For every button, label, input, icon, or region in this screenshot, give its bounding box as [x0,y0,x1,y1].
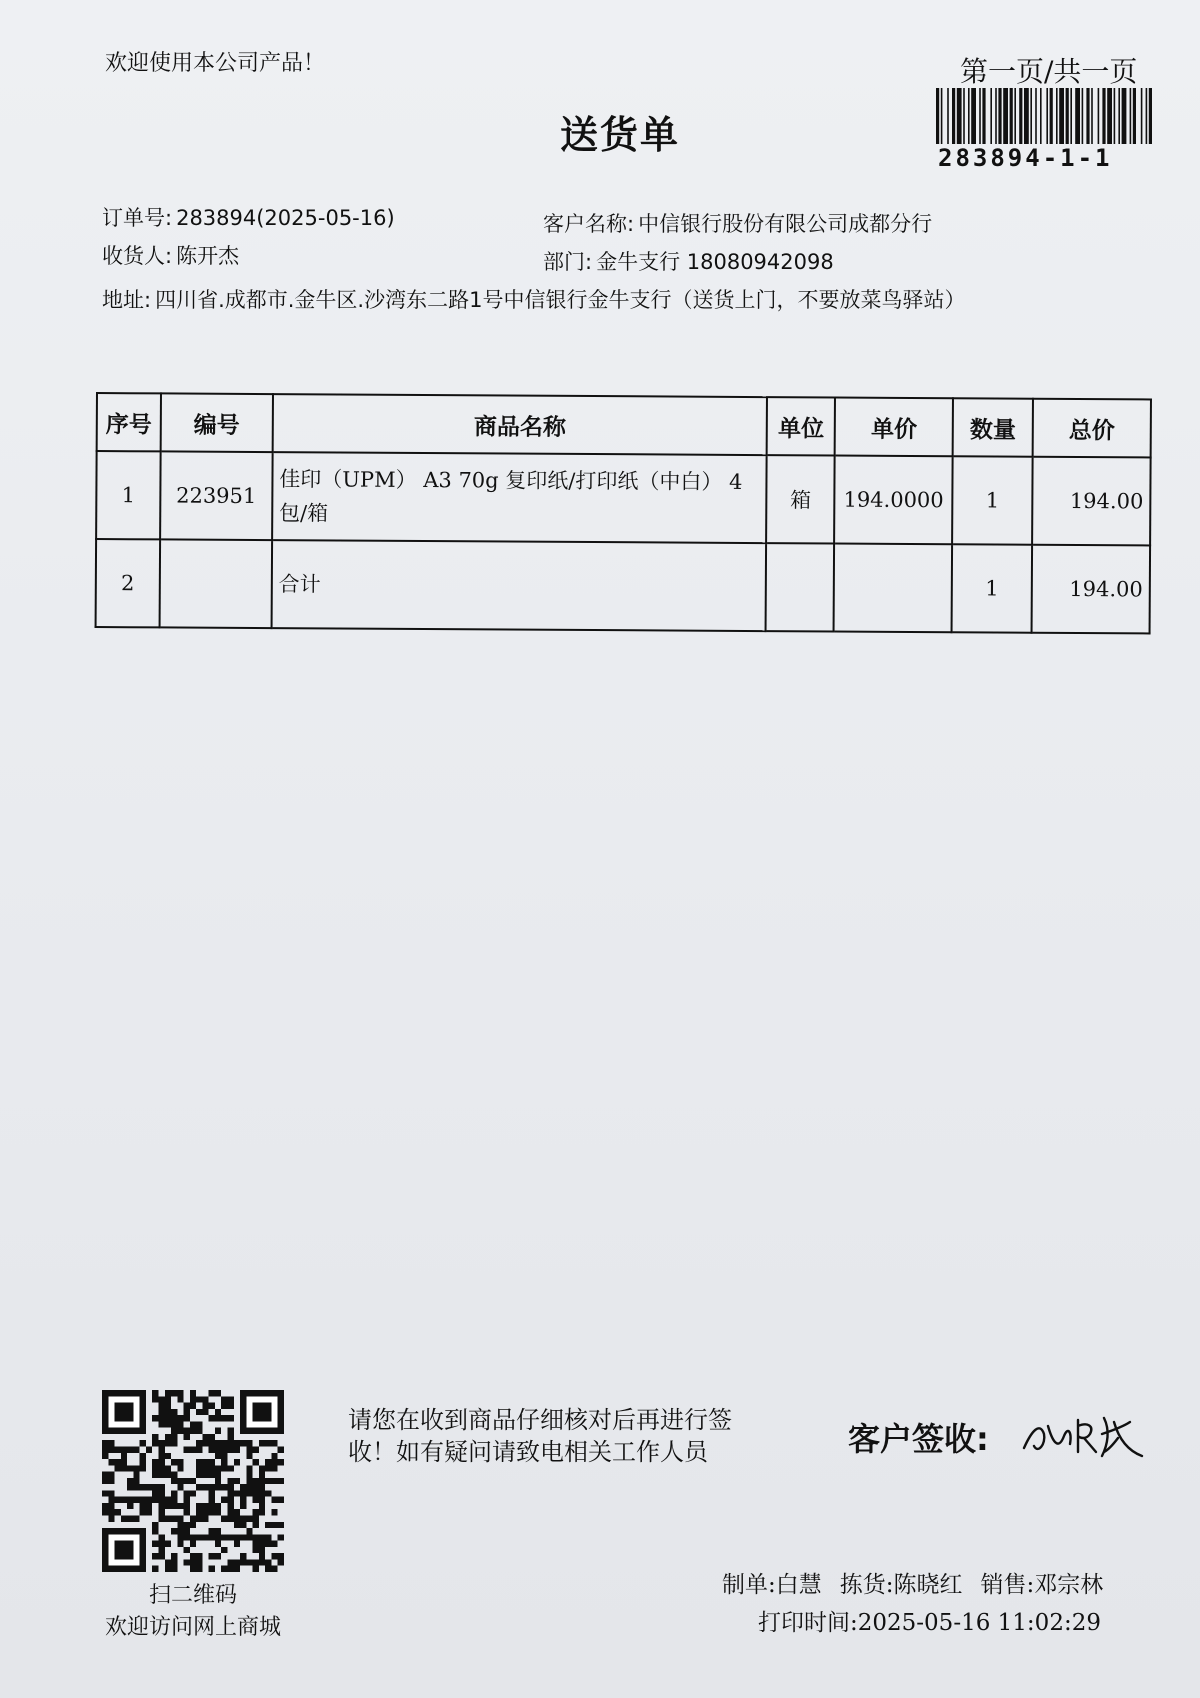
cell-product-name: 合计 [271,540,766,631]
cell-unit [766,543,834,631]
receiver-value: 陈开杰 [176,244,240,268]
header-total: 总价 [1033,399,1151,458]
picker-text: 拣货:陈晓红 [839,1572,963,1598]
header-unit-price: 单价 [835,398,953,457]
print-time: 打印时间:2025-05-16 11:02:29 [758,1610,1101,1636]
address-value: 四川省.成都市.金牛区.沙湾东二路1号中信银行金牛支行（送货上门，不要放菜鸟驿站） [155,288,966,312]
header-product-name: 商品名称 [272,394,767,455]
customer-label: 客户名称: [543,212,635,236]
barcode-icon [936,88,1152,144]
maker-text: 制单:白慧 [722,1572,822,1598]
header-seq: 序号 [97,393,161,451]
cell-seq: 1 [96,451,160,539]
department-row [543,246,834,276]
cell-unit: 箱 [766,455,834,543]
cell-quantity: 1 [952,456,1032,544]
customer-row [543,208,932,238]
welcome-text: 欢迎使用本公司产品！ [105,51,326,76]
cell-total: 194.00 [1032,457,1150,546]
signature-icon [1018,1400,1158,1470]
document-title: 送货单 [560,113,681,157]
page-indicator: 第一页/共一页 [960,55,1138,88]
qr-caption [88,1580,298,1644]
department-value: 金牛支行 18080942098 [596,250,834,274]
order-number-row [102,202,395,232]
cell-total: 194.00 [1032,545,1150,634]
order-number-label: 订单号: [102,206,173,230]
cell-quantity: 1 [952,544,1032,632]
staff-info [722,1566,1103,1599]
cell-code [159,539,271,628]
address-row [102,284,965,314]
address-label: 地址: [102,288,152,312]
cell-unit-price [834,544,953,633]
items-table [95,392,1152,634]
qr-caption-line-2: 欢迎访问网上商城 [104,1615,281,1640]
order-number-value: 283894(2025-05-16) [176,206,395,230]
receiver-row [102,240,239,270]
qr-code-icon [102,1390,284,1572]
header-quantity: 数量 [953,398,1033,456]
sales-text: 销售:邓宗林 [980,1572,1104,1598]
notice-text: 请您在收到商品仔细核对后再进行签收！如有疑问请致电相关工作人员 [348,1406,732,1466]
cell-code: 223951 [160,451,272,540]
customer-sign-label: 客户签收: [848,1420,989,1458]
cell-unit-price: 194.0000 [834,456,953,545]
table-row [96,539,1151,633]
table-row [96,451,1151,545]
barcode-number: 283894-1-1 [938,144,1113,172]
customer-value: 中信银行股份有限公司成都分行 [638,212,933,236]
header-code: 编号 [161,393,273,452]
receiver-label: 收货人: [102,244,173,268]
table-header-row [97,393,1151,457]
header-unit: 单位 [767,397,835,455]
cell-seq: 2 [96,539,160,627]
cell-product-name: 佳印（UPM） A3 70g 复印纸/打印纸（中白） 4包/箱 [272,452,767,543]
department-label: 部门: [543,250,593,274]
qr-caption-line-1: 扫二维码 [148,1583,237,1608]
